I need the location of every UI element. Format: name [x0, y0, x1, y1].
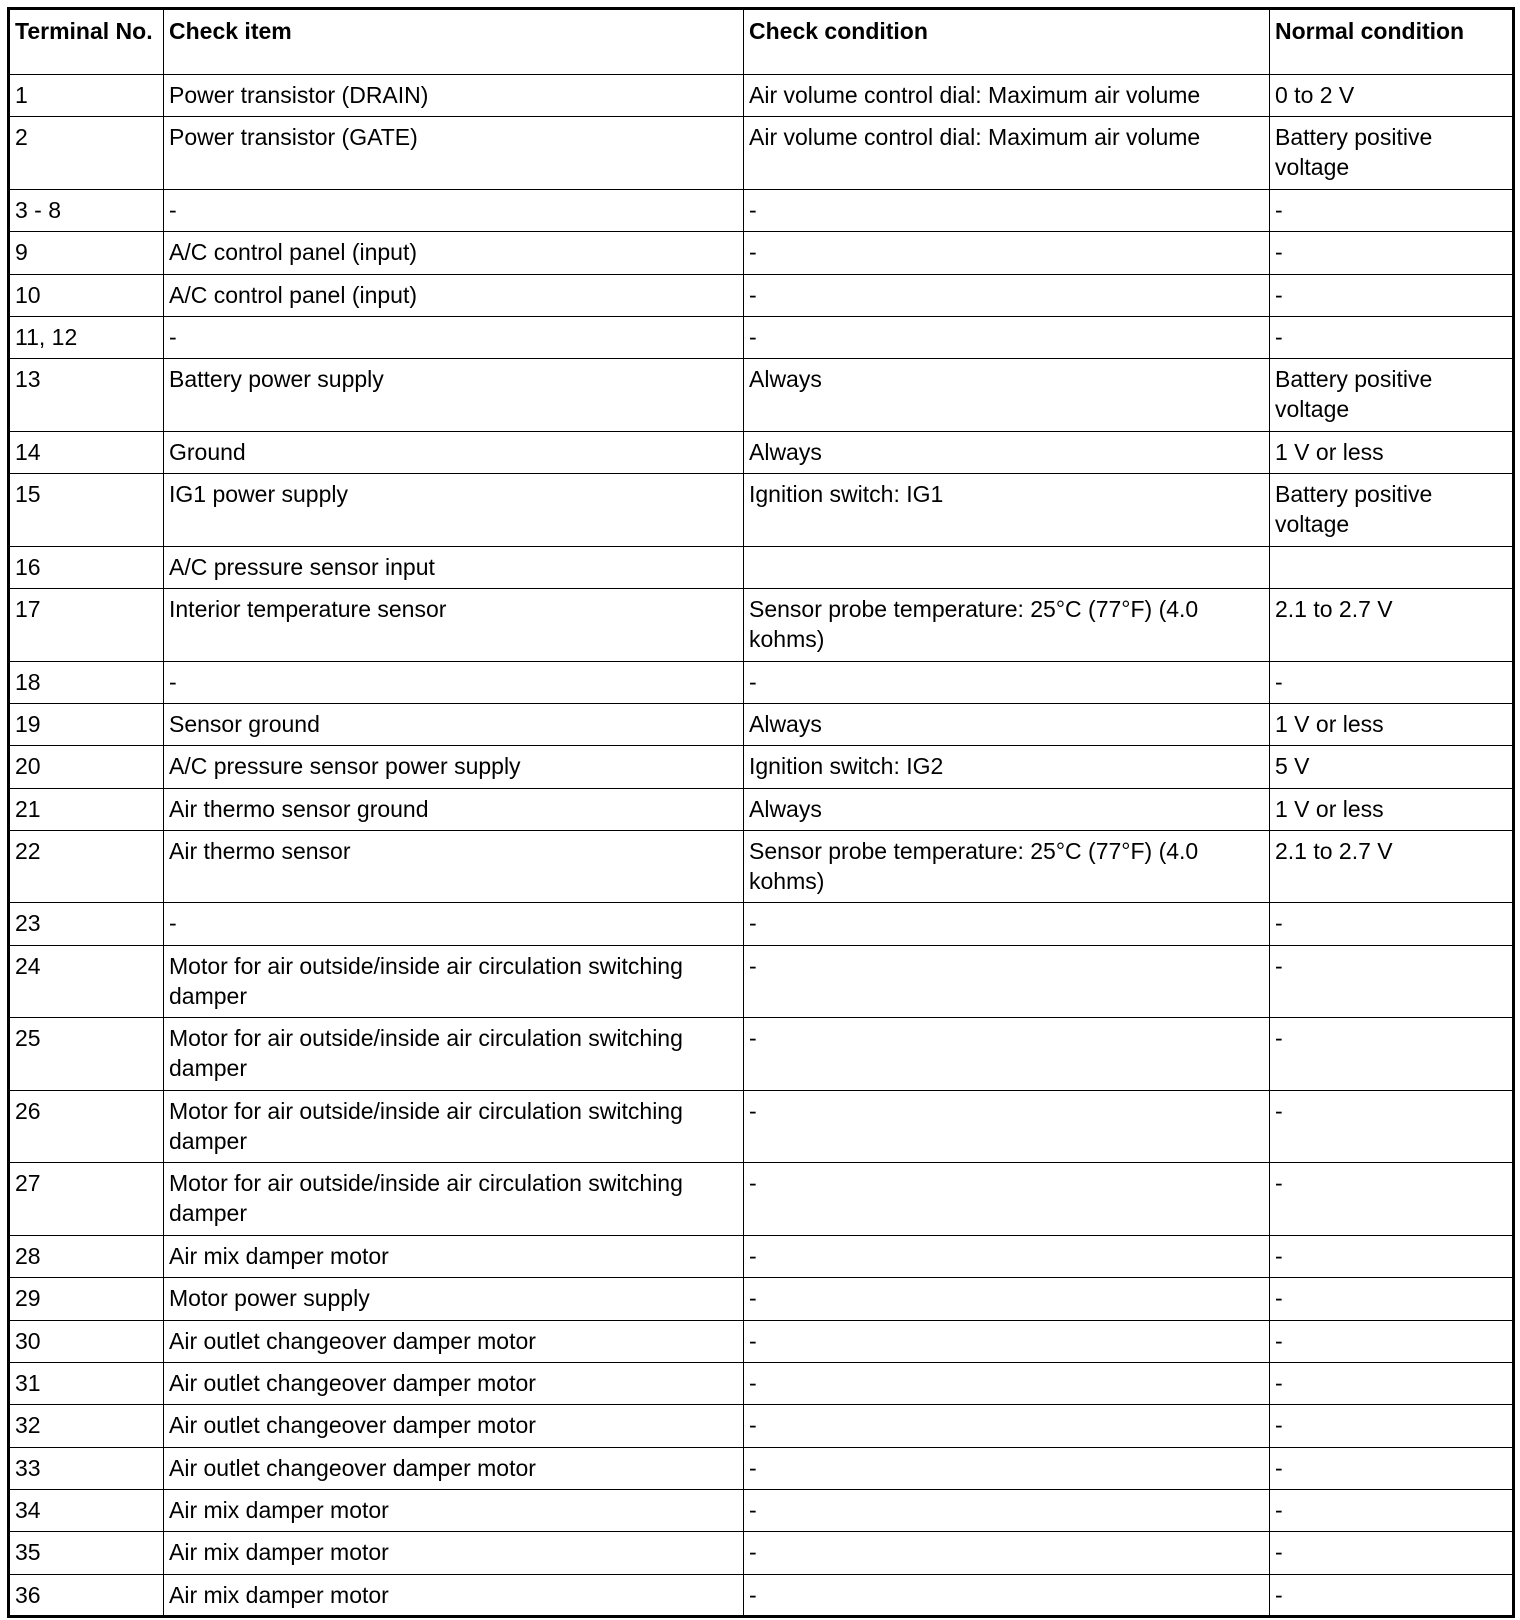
table-row: [9, 1320, 1514, 1362]
table-row: [9, 1236, 1514, 1278]
check-item-cell: Air thermo sensor: [164, 830, 744, 903]
terminal-no-cell: 3 - 8: [9, 189, 164, 231]
check-condition-cell: -: [744, 1447, 1270, 1489]
normal-condition-cell: -: [1270, 903, 1514, 945]
terminal-no-cell: 22: [9, 830, 164, 903]
check-condition-cell: [744, 546, 1270, 588]
normal-condition-cell: Battery positive voltage: [1270, 359, 1514, 432]
check-item-cell: Motor power supply: [164, 1278, 744, 1320]
table-row: [9, 1574, 1514, 1616]
check-item-cell: Air outlet changeover damper motor: [164, 1447, 744, 1489]
check-condition-cell: -: [744, 189, 1270, 231]
check-condition-cell: -: [744, 1320, 1270, 1362]
check-item-cell: A/C control panel (input): [164, 232, 744, 274]
table-row: [9, 703, 1514, 745]
terminal-no-cell: 9: [9, 232, 164, 274]
table-row: [9, 1362, 1514, 1404]
check-item-cell: Sensor ground: [164, 703, 744, 745]
check-item-cell: A/C pressure sensor power supply: [164, 746, 744, 788]
normal-condition-cell: 2.1 to 2.7 V: [1270, 830, 1514, 903]
table-row: [9, 117, 1514, 190]
table-row: [9, 1163, 1514, 1236]
check-item-cell: Ground: [164, 431, 744, 473]
table-row: [9, 1447, 1514, 1489]
terminal-no-cell: 25: [9, 1018, 164, 1091]
check-condition-cell: -: [744, 1362, 1270, 1404]
check-condition-cell: -: [744, 316, 1270, 358]
check-item-cell: Air mix damper motor: [164, 1489, 744, 1531]
check-condition-cell: -: [744, 1163, 1270, 1236]
check-condition-cell: -: [744, 1574, 1270, 1616]
normal-condition-cell: -: [1270, 1489, 1514, 1531]
check-item-cell: Air thermo sensor ground: [164, 788, 744, 830]
terminal-no-cell: 23: [9, 903, 164, 945]
table-row: [9, 274, 1514, 316]
normal-condition-cell: -: [1270, 1320, 1514, 1362]
terminal-no-cell: 17: [9, 588, 164, 661]
terminal-no-cell: 33: [9, 1447, 164, 1489]
normal-condition-cell: 0 to 2 V: [1270, 75, 1514, 117]
check-item-cell: Air mix damper motor: [164, 1574, 744, 1616]
normal-condition-cell: -: [1270, 1532, 1514, 1574]
terminal-no-cell: 26: [9, 1090, 164, 1163]
terminal-no-cell: 29: [9, 1278, 164, 1320]
table-row: [9, 1090, 1514, 1163]
check-item-cell: A/C pressure sensor input: [164, 546, 744, 588]
normal-condition-cell: -: [1270, 1405, 1514, 1447]
check-item-cell: Air mix damper motor: [164, 1532, 744, 1574]
check-condition-cell: -: [744, 1532, 1270, 1574]
normal-condition-cell: -: [1270, 1090, 1514, 1163]
terminal-no-cell: 13: [9, 359, 164, 432]
normal-condition-cell: -: [1270, 1236, 1514, 1278]
terminal-no-cell: 32: [9, 1405, 164, 1447]
check-condition-cell: -: [744, 1405, 1270, 1447]
header-check-item: Check item: [164, 9, 744, 75]
terminal-no-cell: 18: [9, 661, 164, 703]
table-row: [9, 431, 1514, 473]
table-row: [9, 359, 1514, 432]
check-condition-cell: Ignition switch: IG1: [744, 474, 1270, 547]
table-row: [9, 588, 1514, 661]
check-item-cell: Motor for air outside/inside air circulation switching damper: [164, 1018, 744, 1091]
check-item-cell: Air outlet changeover damper motor: [164, 1362, 744, 1404]
check-item-cell: Air mix damper motor: [164, 1236, 744, 1278]
check-condition-cell: Ignition switch: IG2: [744, 746, 1270, 788]
check-condition-cell: Air volume control dial: Maximum air volume: [744, 117, 1270, 190]
table-row: [9, 1405, 1514, 1447]
check-item-cell: -: [164, 316, 744, 358]
table-row: [9, 945, 1514, 1018]
terminal-no-cell: 35: [9, 1532, 164, 1574]
header-terminal-no: Terminal No.: [9, 9, 164, 75]
check-item-cell: -: [164, 661, 744, 703]
normal-condition-cell: -: [1270, 1362, 1514, 1404]
normal-condition-cell: -: [1270, 189, 1514, 231]
normal-condition-cell: 1 V or less: [1270, 431, 1514, 473]
normal-condition-cell: 2.1 to 2.7 V: [1270, 588, 1514, 661]
terminal-no-cell: 10: [9, 274, 164, 316]
table-row: [9, 75, 1514, 117]
table-row: [9, 316, 1514, 358]
terminal-no-cell: 20: [9, 746, 164, 788]
normal-condition-cell: -: [1270, 661, 1514, 703]
terminal-no-cell: 14: [9, 431, 164, 473]
check-item-cell: IG1 power supply: [164, 474, 744, 547]
check-item-cell: -: [164, 189, 744, 231]
normal-condition-cell: -: [1270, 274, 1514, 316]
check-item-cell: Motor for air outside/inside air circulation switching damper: [164, 1163, 744, 1236]
check-condition-cell: -: [744, 1090, 1270, 1163]
normal-condition-cell: -: [1270, 316, 1514, 358]
normal-condition-cell: -: [1270, 1278, 1514, 1320]
terminal-no-cell: 19: [9, 703, 164, 745]
normal-condition-cell: -: [1270, 1447, 1514, 1489]
check-item-cell: Interior temperature sensor: [164, 588, 744, 661]
terminal-no-cell: 21: [9, 788, 164, 830]
table-row: [9, 474, 1514, 547]
terminal-no-cell: 36: [9, 1574, 164, 1616]
normal-condition-cell: -: [1270, 1018, 1514, 1091]
normal-condition-cell: 5 V: [1270, 746, 1514, 788]
normal-condition-cell: Battery positive voltage: [1270, 474, 1514, 547]
header-row: [9, 9, 1514, 75]
check-condition-cell: -: [744, 1489, 1270, 1531]
normal-condition-cell: [1270, 546, 1514, 588]
table-row: [9, 661, 1514, 703]
terminal-no-cell: 24: [9, 945, 164, 1018]
check-condition-cell: -: [744, 903, 1270, 945]
check-item-cell: Battery power supply: [164, 359, 744, 432]
check-item-cell: Motor for air outside/inside air circulation switching damper: [164, 1090, 744, 1163]
table-row: [9, 1489, 1514, 1531]
table-row: [9, 1532, 1514, 1574]
normal-condition-cell: Battery positive voltage: [1270, 117, 1514, 190]
table-row: [9, 1278, 1514, 1320]
normal-condition-cell: -: [1270, 232, 1514, 274]
check-condition-cell: Always: [744, 788, 1270, 830]
check-condition-cell: -: [744, 1018, 1270, 1091]
table-row: [9, 830, 1514, 903]
table-row: [9, 788, 1514, 830]
check-condition-cell: Sensor probe temperature: 25°C (77°F) (4.0 kohms): [744, 830, 1270, 903]
terminal-no-cell: 31: [9, 1362, 164, 1404]
normal-condition-cell: -: [1270, 1163, 1514, 1236]
terminal-no-cell: 16: [9, 546, 164, 588]
check-item-cell: Air outlet changeover damper motor: [164, 1405, 744, 1447]
normal-condition-cell: 1 V or less: [1270, 788, 1514, 830]
terminal-no-cell: 1: [9, 75, 164, 117]
table-row: [9, 903, 1514, 945]
terminal-no-cell: 2: [9, 117, 164, 190]
check-condition-cell: -: [744, 274, 1270, 316]
table-row: [9, 746, 1514, 788]
terminal-no-cell: 30: [9, 1320, 164, 1362]
check-condition-cell: -: [744, 661, 1270, 703]
normal-condition-cell: -: [1270, 945, 1514, 1018]
check-item-cell: Power transistor (DRAIN): [164, 75, 744, 117]
terminal-check-table: [7, 7, 1515, 1618]
terminal-no-cell: 27: [9, 1163, 164, 1236]
check-item-cell: Air outlet changeover damper motor: [164, 1320, 744, 1362]
check-condition-cell: Always: [744, 431, 1270, 473]
table-row: [9, 1018, 1514, 1091]
check-item-cell: A/C control panel (input): [164, 274, 744, 316]
normal-condition-cell: -: [1270, 1574, 1514, 1616]
check-item-cell: -: [164, 903, 744, 945]
terminal-no-cell: 11, 12: [9, 316, 164, 358]
check-condition-cell: -: [744, 1278, 1270, 1320]
header-normal-condition: Normal condition: [1270, 9, 1514, 75]
terminal-no-cell: 34: [9, 1489, 164, 1531]
check-item-cell: Power transistor (GATE): [164, 117, 744, 190]
table-row: [9, 546, 1514, 588]
terminal-no-cell: 28: [9, 1236, 164, 1278]
check-condition-cell: Sensor probe temperature: 25°C (77°F) (4.0 kohms): [744, 588, 1270, 661]
check-condition-cell: -: [744, 945, 1270, 1018]
normal-condition-cell: 1 V or less: [1270, 703, 1514, 745]
table-row: [9, 189, 1514, 231]
table-row: [9, 232, 1514, 274]
check-condition-cell: Always: [744, 703, 1270, 745]
check-condition-cell: -: [744, 232, 1270, 274]
check-item-cell: Motor for air outside/inside air circulation switching damper: [164, 945, 744, 1018]
check-condition-cell: Air volume control dial: Maximum air volume: [744, 75, 1270, 117]
terminal-no-cell: 15: [9, 474, 164, 547]
check-condition-cell: -: [744, 1236, 1270, 1278]
check-condition-cell: Always: [744, 359, 1270, 432]
header-check-condition: Check condition: [744, 9, 1270, 75]
